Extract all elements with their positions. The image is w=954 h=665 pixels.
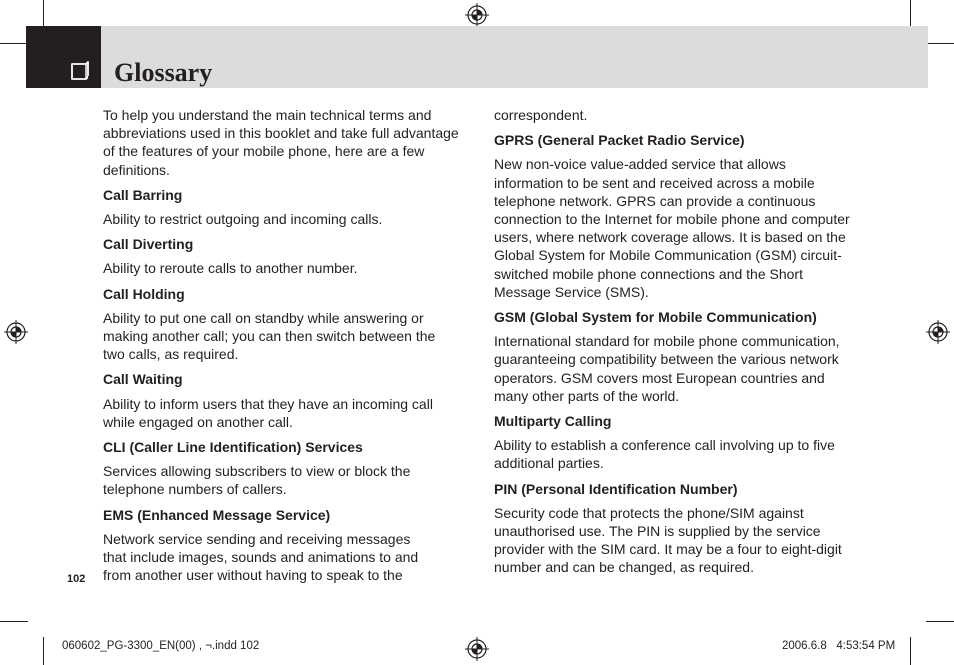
continued-text: correspondent. (494, 107, 588, 123)
page-title: Glossary (114, 58, 213, 87)
glossary-definition: Services allowing subscribers to view or block the telephone numbers of callers. (103, 463, 411, 498)
glossary-term: GSM (Global System for Mobile Communication) (494, 309, 817, 326)
glossary-definition: Ability to restrict outgoing and incoming calls. (103, 211, 383, 228)
glossary-definition: Ability to inform users that they have an incoming call while engaged on another call. (103, 395, 433, 430)
glossary-term: PIN (Personal Identification Number) (494, 480, 738, 497)
crop-mark (926, 621, 954, 622)
glossary-term: Call Diverting (103, 236, 194, 253)
crop-mark (910, 0, 911, 28)
crop-mark (0, 43, 28, 44)
glossary-definition: Security code that protects the phone/SIM against unauthorised use. The PIN is supplied by the service provider with the SIM card. It may be a four to eight-digit number and can be changed, as required. (494, 504, 842, 576)
glossary-term: Call Holding (103, 285, 185, 302)
registration-mark-icon (465, 3, 489, 27)
intro-paragraph: To help you understand the main technical terms and abbreviations used in this booklet and take full advantage of the features of your mobile phone, here are a few definitions. (103, 107, 459, 178)
print-slug-timestamp: 2006.6.8 4:53:54 PM (782, 640, 896, 652)
glossary-definition: Network service sending and receiving messages that include images, sounds and animations to and from another user without having to speak to the (103, 530, 419, 584)
glossary-left-column (103, 106, 459, 584)
glossary-right-column (494, 106, 850, 577)
crop-mark (910, 637, 911, 665)
glossary-definition: New non-voice value-added service that allows information to be sent and received across a mobile telephone network. GPRS can provide a continuous connection to the Internet for mobile phone and computer users, where network coverage allows. It is based on the Global System for Mobile Communication (GSM) circuit-switched mobile phone connections and the Short Message Service (SMS). (494, 156, 850, 300)
print-slug-filename: 060602_PG-3300_EN(00) , ¬.indd 102 (62, 640, 260, 652)
registration-mark-icon (926, 320, 950, 344)
glossary-term: EMS (Enhanced Message Service) (103, 506, 331, 523)
glossary-term: Multiparty Calling (494, 413, 612, 430)
glossary-term: GPRS (General Packet Radio Service) (494, 132, 745, 149)
page-number: 102 (67, 573, 86, 585)
glossary-definition: Ability to reroute calls to another number. (103, 260, 358, 277)
glossary-definition: International standard for mobile phone communication, guaranteeing compatibility between the various network operators. GSM covers most European countries and many other parts of the world. (494, 333, 840, 404)
crop-mark (0, 621, 28, 622)
crop-mark (926, 43, 954, 44)
crop-mark (43, 637, 44, 665)
registration-mark-icon (465, 637, 489, 661)
glossary-definition: Ability to establish a conference call involving up to five additional parties. (494, 437, 835, 472)
glossary-term: Call Waiting (103, 371, 183, 388)
glossary-term: Call Barring (103, 186, 183, 203)
crop-mark (43, 0, 44, 28)
registration-mark-icon (4, 320, 28, 344)
glossary-definition: Ability to put one call on standby while answering or making another call; you can then switch between the two calls, as required. (103, 309, 436, 363)
glossary-term: CLI (Caller Line Identification) Services (103, 439, 363, 456)
book-icon (69, 59, 101, 83)
